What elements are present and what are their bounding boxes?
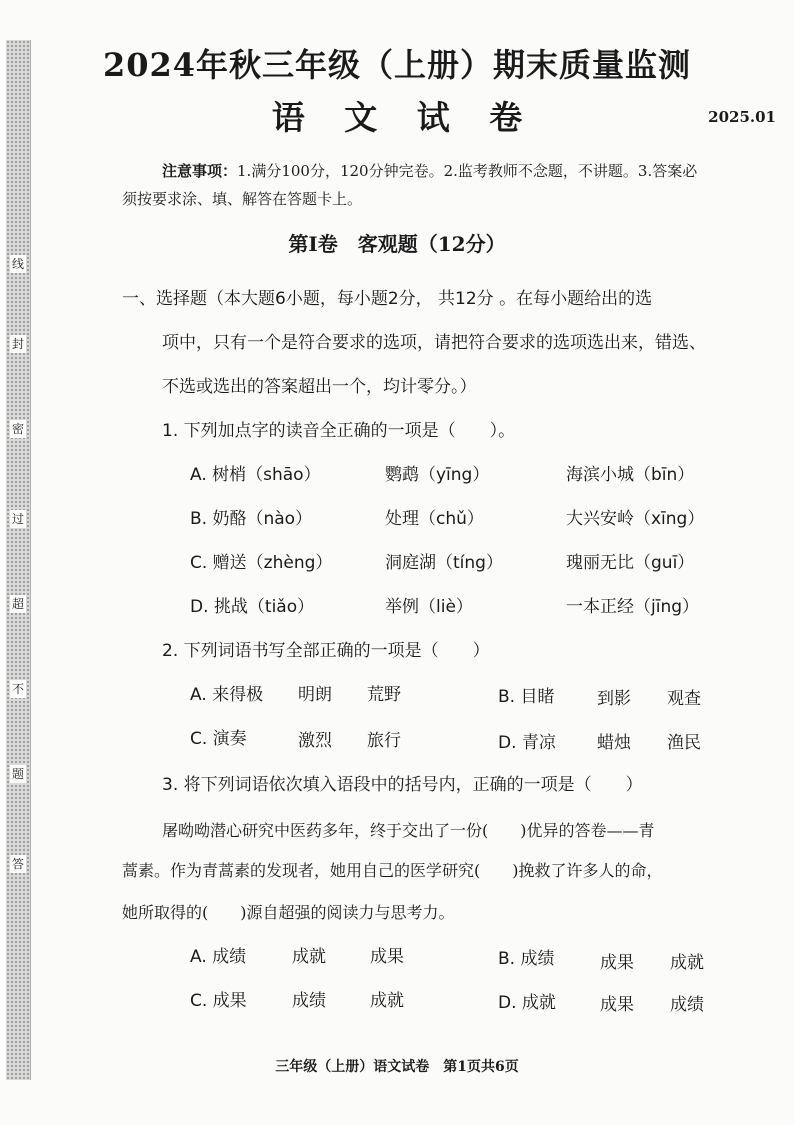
q3-option-c-1: C. 成果 bbox=[190, 991, 247, 1011]
q3-option-c-2: 成绩 bbox=[292, 991, 326, 1011]
strip-char: 封 bbox=[11, 337, 24, 351]
q1-option-b-3: 大兴安岭（xīng） bbox=[566, 509, 705, 529]
q3-option-a-1: A. 成绩 bbox=[190, 947, 247, 967]
section1-line-2: 项中，只有一个是符合要求的选项，请把符合要求的选项选出来，错选、 bbox=[162, 333, 706, 353]
q3-option-a-3: 成果 bbox=[370, 947, 404, 967]
q3-option-c-3: 成就 bbox=[370, 991, 404, 1011]
notice-line-2: 须按要求涂、填、解答在答题卡上。 bbox=[122, 190, 363, 208]
q2-option-c-2: 激烈 bbox=[298, 731, 332, 751]
strip-char: 密 bbox=[11, 422, 24, 436]
part1-title: 第Ⅰ卷 客观题（12分） bbox=[288, 232, 506, 256]
q3-option-b-3: 成就 bbox=[670, 953, 704, 973]
q2-option-d-2: 蜡烛 bbox=[597, 733, 631, 753]
section1-line-1: 一、选择题（本大题6小题，每小题2分， 共12分 。在每小题给出的选 bbox=[122, 289, 653, 309]
q1-stem: 1. 下列加点字的读音全正确的一项是（ ）。 bbox=[162, 421, 516, 441]
q2-option-b-3: 观查 bbox=[667, 689, 701, 709]
q3-option-b-1: B. 成绩 bbox=[498, 949, 555, 969]
exam-subtitle: 语 文 试 卷 bbox=[271, 98, 537, 137]
q1-option-b-1: B. 奶酪（nào） bbox=[190, 509, 313, 529]
q2-option-a-2: 明朗 bbox=[298, 685, 332, 705]
q1-option-a-2: 鹦鹉（yīng） bbox=[385, 465, 490, 485]
q2-option-d-1: D. 青凉 bbox=[498, 733, 556, 753]
q3-option-d-1: D. 成就 bbox=[498, 993, 556, 1013]
q1-option-d-1: D. 挑战（tiǎo） bbox=[190, 597, 315, 617]
q2-option-b-2: 到影 bbox=[597, 689, 631, 709]
notice-line-1 bbox=[162, 160, 697, 181]
q3-option-a-2: 成就 bbox=[292, 947, 326, 967]
q3-passage-line-1: 屠呦呦潜心研究中医药多年，终于交出了一份( )优异的答卷——青 bbox=[162, 821, 655, 840]
strip-char: 过 bbox=[11, 512, 24, 526]
q3-passage-line-3: 她所取得的( )源自超强的阅读力与思考力。 bbox=[122, 903, 455, 922]
q1-option-b-2: 处理（chǔ） bbox=[385, 509, 484, 529]
q3-option-b-2: 成果 bbox=[600, 953, 634, 973]
q3-passage-line-2: 蒿素。作为青蒿素的发现者，她用自己的医学研究( )挽救了许多人的命， bbox=[122, 861, 663, 880]
q2-stem: 2. 下列词语书写全部正确的一项是（ ） bbox=[162, 641, 490, 661]
notice-label: 注意事项： bbox=[162, 162, 238, 180]
strip-char: 线 bbox=[11, 257, 24, 271]
q3-option-d-2: 成果 bbox=[600, 995, 634, 1015]
strip-char: 答 bbox=[11, 857, 24, 871]
q2-option-a-1: A. 来得极 bbox=[190, 685, 264, 705]
q1-option-d-3: 一本正经（jīng） bbox=[566, 597, 700, 617]
q2-option-b-1: B. 目睹 bbox=[498, 687, 555, 707]
q1-option-c-3: 瑰丽无比（guī） bbox=[566, 553, 695, 573]
q2-option-a-3: 荒野 bbox=[367, 685, 401, 705]
exam-date: 2025.01 bbox=[708, 108, 776, 126]
exam-title: 2024年秋三年级（上册）期末质量监测 bbox=[102, 46, 692, 84]
page-footer: 三年级（上册）语文试卷 第1页共6页 bbox=[275, 1059, 519, 1075]
q3-stem: 3. 将下列词语依次填入语段中的括号内，正确的一项是（ ） bbox=[162, 775, 643, 795]
binding-strip bbox=[6, 40, 31, 1080]
q2-option-c-1: C. 演奏 bbox=[190, 729, 247, 749]
q1-option-a-1: A. 树梢（shāo） bbox=[190, 465, 321, 485]
q1-option-a-3: 海滨小城（bīn） bbox=[566, 465, 695, 485]
strip-char: 不 bbox=[11, 682, 24, 696]
q2-option-d-3: 渔民 bbox=[667, 733, 701, 753]
q1-option-d-2: 举例（liè） bbox=[385, 597, 473, 617]
q1-option-c-2: 洞庭湖（tíng） bbox=[385, 553, 503, 573]
strip-char: 题 bbox=[11, 767, 24, 781]
q1-option-c-1: C. 赠送（zhèng） bbox=[190, 553, 333, 573]
section1-line-3: 不选或选出的答案超出一个，均计零分。） bbox=[162, 377, 477, 397]
q3-option-d-3: 成绩 bbox=[670, 995, 704, 1015]
q2-option-c-3: 旅行 bbox=[367, 731, 401, 751]
notice-text-1: 1.满分100分，120分钟完卷。2.监考教师不念题，不讲题。3.答案必 bbox=[237, 162, 698, 180]
strip-char: 超 bbox=[11, 597, 24, 611]
